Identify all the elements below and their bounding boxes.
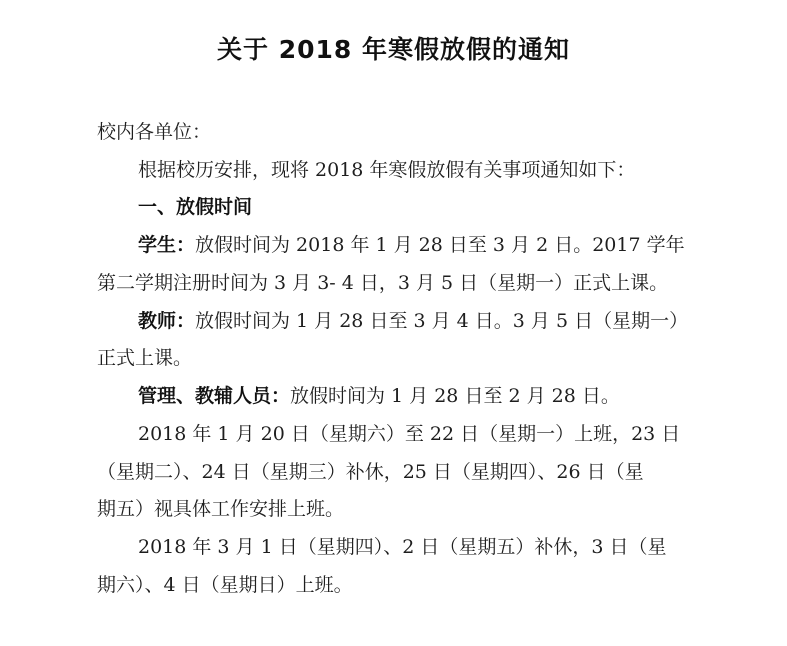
jan-schedule-line-1: 2018 年 1 月 20 日（星期六）至 22 日（星期一）上班，23 日 (138, 423, 681, 445)
mar-schedule-line-2: 期六）、4 日（星期日）上班。 (97, 574, 353, 596)
salutation: 校内各单位： (97, 121, 212, 143)
document-title: 关于 2018 年寒假放假的通知 (217, 35, 570, 64)
staff-text: 放假时间为 1 月 28 日至 2 月 28 日。 (290, 385, 620, 407)
jan-schedule-line-3: 期五）视具体工作安排上班。 (97, 498, 345, 520)
intro-paragraph: 根据校历安排，现将 2018 年寒假放假有关事项通知如下： (138, 159, 636, 181)
teachers-line-1 (138, 309, 688, 333)
students-label: 学生： (138, 234, 196, 256)
section-heading-holiday-time: 一、放假时间 (138, 196, 253, 218)
teachers-line-2: 正式上课。 (97, 347, 193, 369)
mar-schedule-line-1: 2018 年 3 月 1 日（星期四）、2 日（星期五）补休，3 日（星 (138, 536, 667, 558)
jan-schedule-line-2: （星期二）、24 日（星期三）补休，25 日（星期四）、26 日（星 (97, 461, 644, 483)
students-line-2: 第二学期注册时间为 3 月 3- 4 日，3 月 5 日（星期一）正式上课。 (97, 272, 669, 294)
students-text-1: 放假时间为 2018 年 1 月 28 日至 3 月 2 日。2017 学年 (195, 234, 685, 256)
teachers-label: 教师： (138, 310, 196, 332)
students-line-1 (138, 233, 685, 257)
teachers-text-1: 放假时间为 1 月 28 日至 3 月 4 日。3 月 5 日（星期一） (195, 310, 689, 332)
staff-label: 管理、教辅人员： (138, 385, 291, 407)
staff-line (138, 384, 620, 408)
